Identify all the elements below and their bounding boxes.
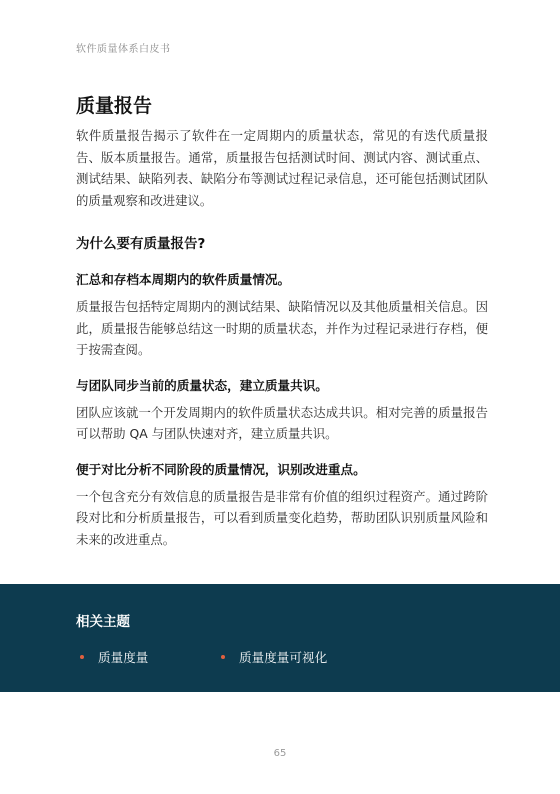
point-body-2: 团队应该就一个开发周期内的软件质量状态达成共识。相对完善的质量报告可以帮助 QA 与团队快速对齐，建立质量共识。: [76, 404, 488, 441]
related-topic-quality-metrics[interactable]: [80, 647, 148, 666]
point-heading-3: 便于对比分析不同阶段的质量情况，识别改进重点。: [76, 461, 366, 477]
why-heading: 为什么要有质量报告?: [76, 236, 206, 252]
main-content: [76, 92, 488, 550]
intro-paragraph: 软件质量报告揭示了软件在一定周期内的质量状态，常见的有迭代质量报告、版本质量报告。通常，质量报告包括测试时间、测试内容、测试重点、测试结果、缺陷列表、缺陷分布等测试过程记录信息，还可能包括测试团队的质量观察和改进建议。: [76, 128, 488, 208]
section-title: 质量报告: [76, 95, 153, 117]
point-body-3: 一个包含充分有效信息的质量报告是非常有价值的组织过程资产。通过跨阶段对比和分析质量报告，可以看到质量变化趋势，帮助团队识别质量风险和未来的改进重点。: [76, 488, 488, 547]
related-topics-panel: [0, 584, 560, 692]
bullet-dot-icon: [80, 655, 84, 659]
point-heading-2: 与团队同步当前的质量状态，建立质量共识。: [76, 377, 328, 393]
related-topics-title: 相关主题: [76, 614, 130, 630]
related-topic-label: 质量度量: [98, 650, 149, 665]
point-heading-1: 汇总和存档本周期内的软件质量情况。: [76, 272, 291, 287]
bullet-dot-icon: [221, 655, 225, 659]
related-topic-label: 质量度量可视化: [239, 650, 328, 665]
page-number: 65: [273, 748, 287, 759]
running-header: 软件质量体系白皮书: [76, 44, 171, 55]
point-body-1: 质量报告包括特定周期内的测试结果、缺陷情况以及其他质量相关信息。因此，质量报告能够总结这一时期的质量状态，并作为过程记录进行存档，便于按需查阅。: [76, 299, 488, 357]
related-topic-quality-metrics-visualization[interactable]: [221, 647, 327, 666]
